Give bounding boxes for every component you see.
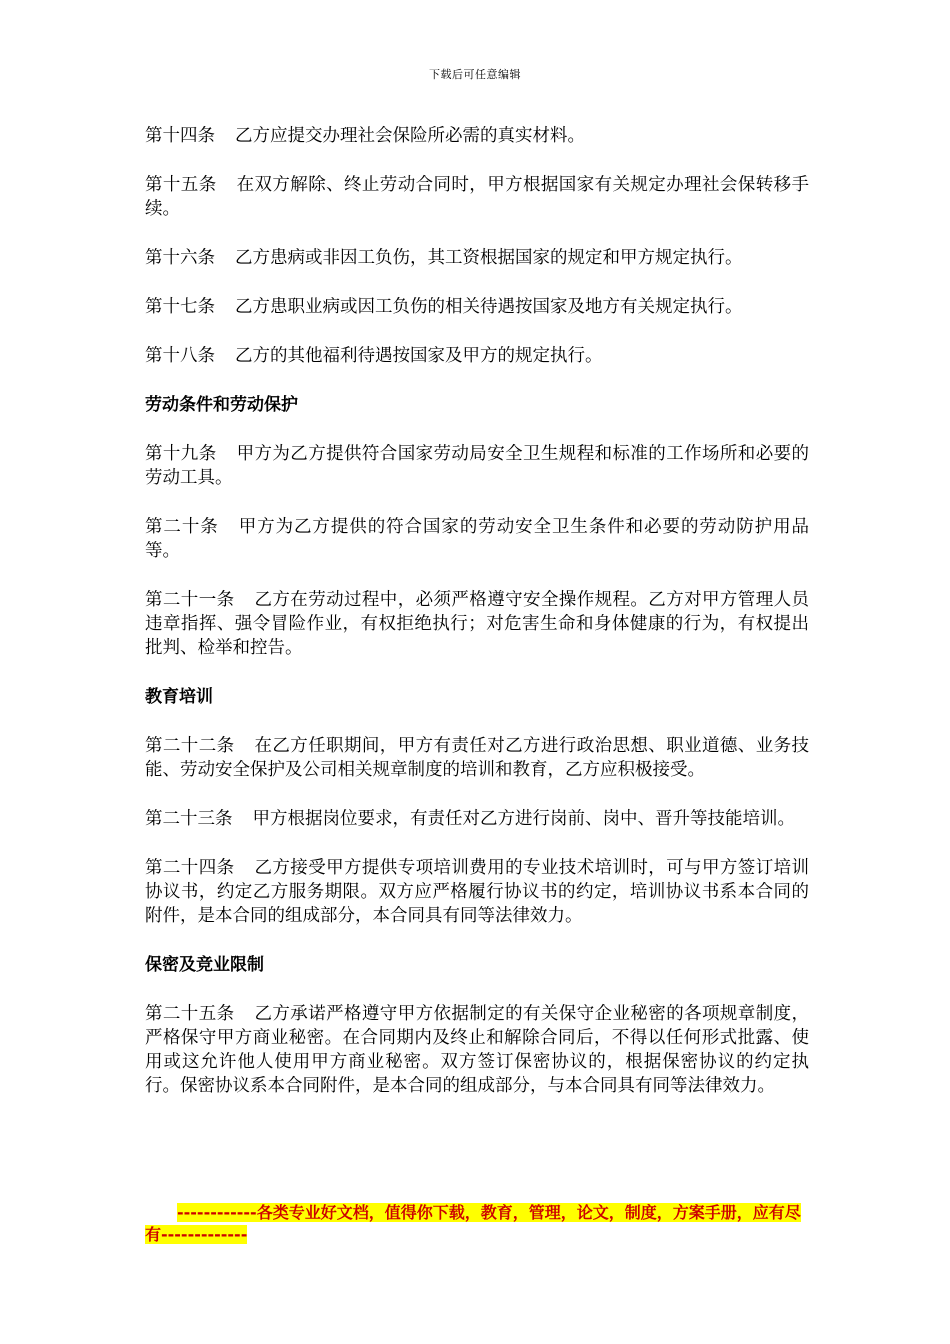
article-text: 乙方接受甲方提供专项培训费用的专业技术培训时，可与甲方签订培训协议书，约定乙方服务期限。双方应严格履行协议书的约定，培训协议书系本合同的附件，是本合同的组成部分，本合同具有同等法律效力。	[145, 858, 809, 926]
article-22	[145, 734, 809, 782]
article-number: 第十八条	[145, 346, 215, 366]
section-heading-training: 教育培训	[145, 687, 213, 707]
article-text: 甲方根据岗位要求，有责任对乙方进行岗前、岗中、晋升等技能培训。	[252, 809, 795, 829]
article-number: 第十九条	[145, 444, 217, 464]
promo-banner	[145, 1202, 809, 1246]
article-17	[145, 295, 809, 319]
article-21	[145, 588, 809, 660]
article-text: 乙方患病或非因工负伤，其工资根据国家的规定和甲方规定执行。	[235, 248, 743, 268]
article-text: 乙方应提交办理社会保险所必需的真实材料。	[235, 126, 585, 146]
article-25	[145, 1002, 809, 1098]
article-text: 甲方为乙方提供的符合国家的劳动安全卫生条件和必要的劳动防护用品等。	[145, 517, 810, 561]
article-text: 乙方承诺严格遵守甲方依据制定的有关保守企业秘密的各项规章制度，严格保守甲方商业秘密。在合同期内及终止和解除合同后，不得以任何形式批露、使用或这允许他人使用甲方商业秘密。双方签订保密协议的，根据保密协议的约定执行。保密协议系本合同附件，是本合同的组成部分，与本合同具有同等法律效力。	[145, 1004, 809, 1096]
article-23	[145, 807, 809, 831]
article-15	[145, 173, 809, 221]
article-number: 第二十二条	[145, 736, 235, 756]
article-text: 在双方解除、终止劳动合同时，甲方根据国家有关规定办理社会保转移手续。	[145, 175, 810, 219]
section-heading-labor-conditions: 劳动条件和劳动保护	[145, 395, 298, 415]
article-number: 第十四条	[145, 126, 215, 146]
article-text: 乙方在劳动过程中，必须严格遵守安全操作规程。乙方对甲方管理人员违章指挥、强令冒险作业，有权拒绝执行；对危害生命和身体健康的行为，有权提出批判、检举和控告。	[145, 590, 809, 658]
article-18	[145, 344, 809, 368]
article-24	[145, 856, 809, 928]
article-text: 乙方患职业病或因工负伤的相关待遇按国家及地方有关规定执行。	[235, 297, 743, 317]
article-text: 在乙方任职期间，甲方有责任对乙方进行政治思想、职业道德、业务技能、劳动安全保护及公司相关规章制度的培训和教育，乙方应积极接受。	[145, 736, 809, 780]
article-number: 第二十一条	[145, 590, 235, 610]
article-number: 第十五条	[145, 175, 217, 195]
article-14	[145, 124, 809, 148]
article-20	[145, 515, 809, 563]
page-header: 下载后可任意编辑	[429, 68, 521, 81]
article-19	[145, 442, 809, 490]
article-number: 第二十条	[145, 517, 219, 537]
section-heading-confidentiality: 保密及竞业限制	[145, 955, 264, 975]
article-number: 第十七条	[145, 297, 215, 317]
article-number: 第二十五条	[145, 1004, 235, 1024]
article-text: 甲方为乙方提供符合国家劳动局安全卫生规程和标准的工作场所和必要的劳动工具。	[145, 444, 810, 488]
promo-banner-text: ------------各类专业好文档，值得你下载，教育，管理，论文，制度，方案手册，应有尽有-------------	[145, 1203, 801, 1244]
article-text: 乙方的其他福利待遇按国家及甲方的规定执行。	[235, 346, 603, 366]
article-number: 第十六条	[145, 248, 215, 268]
article-number: 第二十四条	[145, 858, 235, 878]
article-16	[145, 246, 809, 270]
article-number: 第二十三条	[145, 809, 233, 829]
document-body	[145, 124, 809, 1123]
